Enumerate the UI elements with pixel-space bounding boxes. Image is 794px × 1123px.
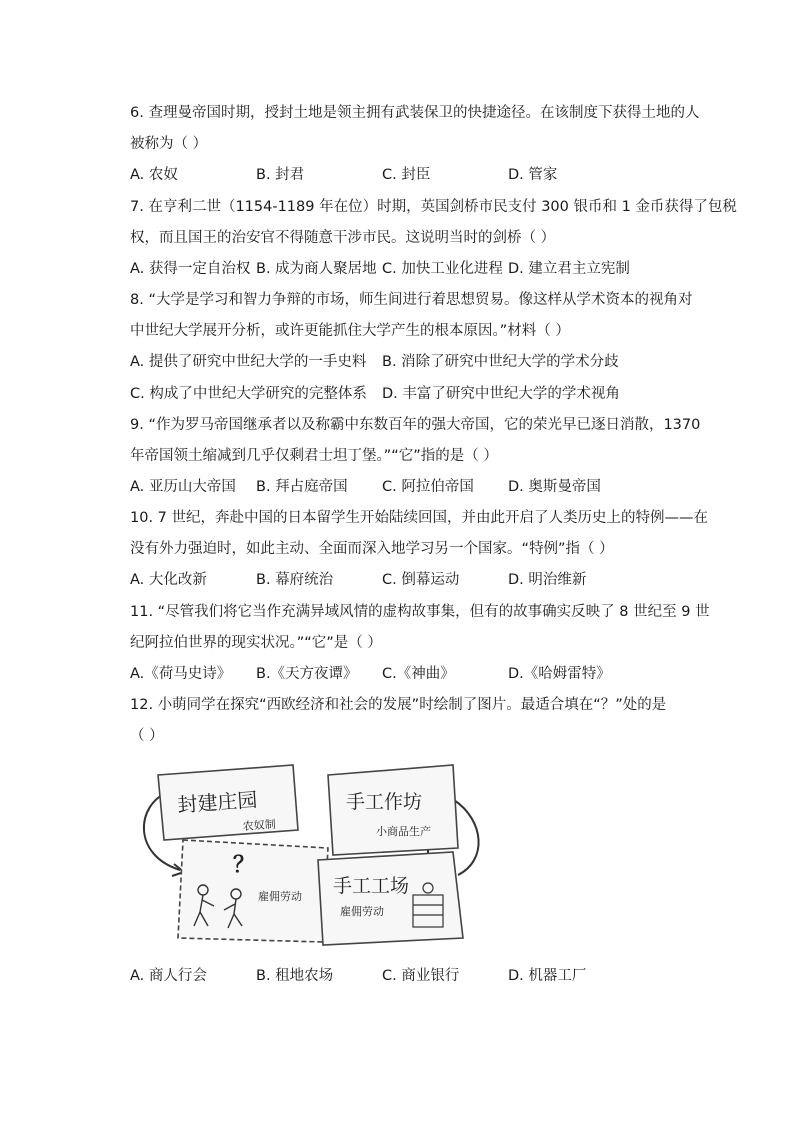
q12-option-a: A. 商人行会	[130, 968, 207, 984]
q11-option-d: D.《哈姆雷特》	[508, 666, 611, 682]
q8-stem-line2: 中世纪大学展开分析，或许更能抓住大学产生的根本原因。”材料（ ）	[130, 323, 570, 339]
q8-stem-line1: 8. “大学是学习和智力争辩的市场，师生间进行着思想贸易。像这样从学术资本的视角对	[130, 292, 693, 308]
card1-sub: 农奴制	[242, 817, 277, 833]
card3-mark: ？	[233, 853, 256, 878]
q7-stem-line2: 权，而且国王的治安官不得随意干涉市民。这说明当时的剑桥（ ）	[130, 230, 556, 246]
card-feudal-manor	[158, 765, 298, 840]
q8-option-a: A. 提供了研究中世纪大学的一手史料	[130, 354, 367, 370]
q10-option-a: A. 大化改新	[130, 572, 207, 588]
q11-option-c: C.《神曲》	[382, 666, 455, 682]
card4-title: 手工工场	[333, 875, 410, 897]
q12-figure	[128, 760, 488, 950]
q7-option-a: A. 获得一定自治权	[130, 261, 251, 277]
q9-stem-line2: 年帝国领土缩减到几乎仅剩君士坦丁堡。”“它”指的是（ ）	[130, 448, 498, 464]
card-question	[178, 840, 328, 942]
q9-option-d: D. 奥斯曼帝国	[508, 479, 601, 495]
q8-option-b: B. 消除了研究中世纪大学的学术分歧	[382, 354, 619, 370]
q6-stem-line2: 被称为（ ）	[130, 136, 208, 152]
card2-title: 手工作坊	[346, 791, 423, 813]
q9-option-c: C. 阿拉伯帝国	[382, 479, 474, 495]
card1-title: 封建庄园	[176, 787, 259, 817]
q12-stem-line2: （ ）	[130, 728, 164, 744]
card3-sub: 雇佣劳动	[258, 890, 302, 903]
q7-stem-line1: 7. 在亨利二世（1154-1189 年在位）时期，英国剑桥市民支付 300 银币和 1 金币获得了包税	[130, 199, 737, 215]
q9-option-b: B. 拜占庭帝国	[256, 479, 348, 495]
q6-stem-line1: 6. 查理曼帝国时期，授封土地是领主拥有武装保卫的快捷途径。在该制度下获得土地的人	[130, 105, 700, 121]
q10-option-b: B. 幕府统治	[256, 572, 334, 588]
q7-option-c: C. 加快工业化进程	[382, 261, 503, 277]
q11-option-a: A.《荷马史诗》	[130, 666, 232, 682]
card4-sub: 雇佣劳动	[340, 905, 384, 918]
q10-option-c: C. 倒幕运动	[382, 572, 460, 588]
q12-option-b: B. 租地农场	[256, 968, 334, 984]
q7-option-d: D. 建立君主立宪制	[508, 261, 630, 277]
q6-option-d: D. 管家	[508, 167, 558, 183]
q12-option-d: D. 机器工厂	[508, 968, 587, 984]
q12-stem-line1: 12. 小萌同学在探究“西欧经济和社会的发展”时绘制了图片。最适合填在“？”处的是	[130, 697, 667, 713]
q6-option-b: B. 封君	[256, 167, 305, 183]
q9-stem-line1: 9. “作为罗马帝国继承者以及称霸中东数百年的强大帝国，它的荣光早已逐日消散，1370	[130, 417, 701, 433]
q12-option-c: C. 商业银行	[382, 968, 460, 984]
q11-option-b: B.《天方夜谭》	[256, 666, 358, 682]
card-handicraft-workshop	[328, 765, 458, 855]
q6-option-a: A. 农奴	[130, 167, 178, 183]
q11-stem-line2: 纪阿拉伯世界的现实状况。”“它”是（ ）	[130, 635, 382, 651]
card-manufactory	[318, 852, 463, 945]
q10-option-d: D. 明治维新	[508, 572, 587, 588]
q7-option-b: B. 成为商人聚居地	[256, 261, 377, 277]
q8-option-c: C. 构成了中世纪大学研究的完整体系	[130, 386, 367, 402]
q6-option-c: C. 封臣	[382, 167, 431, 183]
q10-stem-line1: 10. 7 世纪，奔赴中国的日本留学生开始陆续回国，并由此开启了人类历史上的特例——在	[130, 510, 709, 526]
card2-sub: 小商品生产	[376, 825, 431, 838]
q10-stem-line2: 没有外力强迫时，如此主动、全面而深入地学习另一个国家。“特例”指（ ）	[130, 541, 614, 557]
q9-option-a: A. 亚历山大帝国	[130, 479, 236, 495]
q8-option-d: D. 丰富了研究中世纪大学的学术视角	[382, 386, 620, 402]
q11-stem-line1: 11. “尽管我们将它当作充满异域风情的虚构故事集，但有的故事确实反映了 8 世纪至 9 世	[130, 604, 710, 620]
